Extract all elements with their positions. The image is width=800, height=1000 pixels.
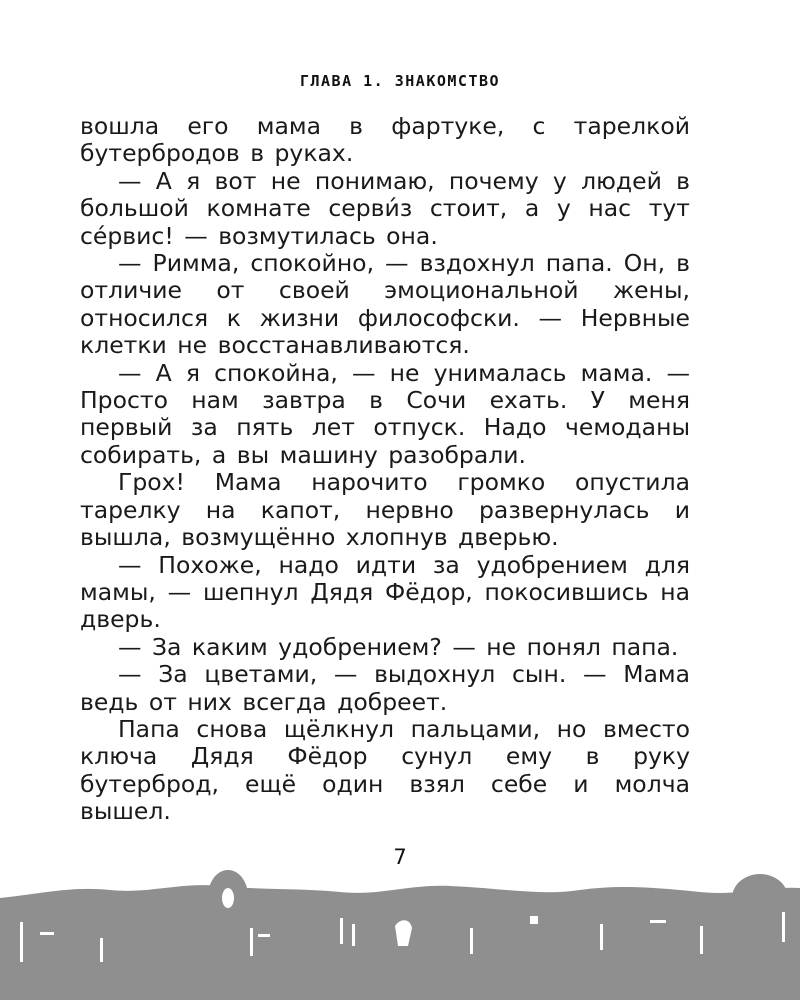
paragraph: — А я вот не понимаю, почему у людей в большой комнате серви́з стоит, а у нас тут се́рвис! — возмутилась она. (80, 166, 690, 250)
village-silhouette-illustration (0, 868, 800, 1000)
bush-silhouette (134, 912, 186, 940)
fence-silhouette (300, 902, 304, 928)
paragraph: Грох! Мама нарочито громко опустила тарелку на капот, нервно развернулась и вышла, возмущённо хлопнув дверью. (80, 468, 690, 552)
chapter-title: ГЛАВА 1. ЗНАКОМСТВО (299, 72, 501, 90)
page-number: 7 (393, 845, 407, 869)
bush-silhouette (588, 902, 632, 930)
paragraph: — За каким удобрением? — не понял папа. (118, 632, 679, 661)
paragraph: — Похоже, надо идти за удобрением для мамы, — шепнул Дядя Фёдор, покосившись на дверь. (80, 550, 690, 634)
paragraph: Папа снова щёлкнул пальцами, но вместо ключа Дядя Фёдор сунул ему в руку бутерброд, ещё один взял себе и молча вышел. (80, 714, 690, 826)
paragraph: — За цветами, — выдохнул сын. — Мама ведь от них всегда добреет. (80, 660, 690, 716)
body-text (80, 113, 690, 826)
paragraph: — А я спокойна, — не унималась мама. — Просто нам завтра в Сочи ехать. У меня первый за пять лет отпуск. Надо чемоданы собирать, а вы машину разобрали. (80, 358, 690, 469)
paragraph: — Римма, спокойно, — вздохнул папа. Он, в отличие от своей эмоциональной жены, относился к жизни философски. — Нервные клетки не восстанавливаются. (80, 249, 690, 360)
paragraph: вошла его мама в фартуке, с тарелкой бутербродов в руках. (80, 112, 690, 168)
